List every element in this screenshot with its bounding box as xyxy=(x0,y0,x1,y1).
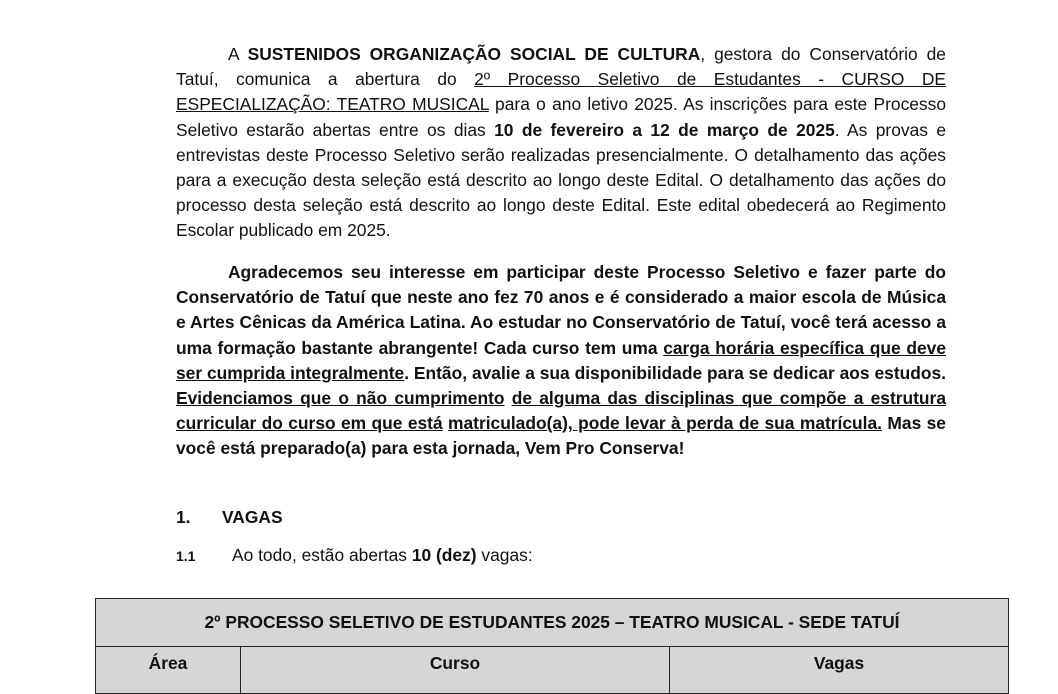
vacancy-count: 10 (dez) xyxy=(411,545,477,565)
intro-text-4: . As provas e entrevistas deste Processo Seletivo serão realizadas presencialmente. O detalhamento das ações para a execução desta seleção está descrito ao longo deste Edital. O detalhamento das ações do processo desta seleção está descrito ao longo deste Edital. Este edital obedecerá ao Regimento Escolar publicado em 2025. xyxy=(176,119,946,241)
column-header-area: Área xyxy=(96,647,241,694)
thanks-text-1: Agradecemos seu interesse em participar deste Processo Seletivo e fazer parte do Conservatório de Tatuí que neste ano fez 70 anos e é considerado a maior escola de Música e Artes Cênicas da América Latina. Ao estudar no Conservatório de Tatuí, você terá acesso a uma formação bastante abrangente! Cada curso tem uma xyxy=(176,262,946,358)
registration-dates: 10 de fevereiro a 12 de março de 2025 xyxy=(494,119,835,140)
organization-name: SUSTENIDOS ORGANIZAÇÃO SOCIAL DE CULTURA xyxy=(247,44,701,64)
intro-paragraph xyxy=(176,42,946,244)
thanks-text-2: . Então, avalie a sua disponibilidade para se dedicar aos estudos. xyxy=(404,362,946,383)
vacancies-table xyxy=(95,598,1009,694)
intro-text-3: para o ano letivo 2025. As inscrições para este Processo Seletivo estarão abertas entre os dias xyxy=(176,94,946,140)
section-heading xyxy=(176,507,283,528)
thanks-text-3: Mas se você está preparado(a) para esta jornada, Vem Pro Conserva! xyxy=(176,413,946,459)
column-header-course: Curso xyxy=(241,647,670,694)
intro-text-2: , gestora do Conservatório de Tatuí, comunica a abertura do xyxy=(176,44,946,90)
column-header-vacancies: Vagas xyxy=(670,647,1009,694)
subsection-text-2: vagas: xyxy=(476,545,533,565)
evidence-notice-1: Evidenciamos que o não cumprimento xyxy=(176,388,505,409)
evidence-notice-3: matriculado(a), pode levar à perda de sua matrícula. xyxy=(448,413,883,434)
table-caption: 2º PROCESSO SELETIVO DE ESTUDANTES 2025 – TEATRO MUSICAL - SEDE TATUÍ xyxy=(96,599,1009,647)
intro-text-1: A xyxy=(228,44,248,64)
subsection-number: 1.1 xyxy=(176,548,196,564)
thanks-paragraph xyxy=(176,260,946,462)
process-name: 2º Processo Seletivo de Estudantes - CURSO DE ESPECIALIZAÇÃO: TEATRO MUSICAL xyxy=(176,69,946,115)
section-number: 1. xyxy=(176,507,191,527)
subsection-text-1: Ao todo, estão abertas xyxy=(232,545,412,565)
evidence-notice-2: de alguma das disciplinas que compõe a estrutura curricular do curso em que está xyxy=(176,388,946,434)
thanks-space-1 xyxy=(504,388,511,408)
section-title: VAGAS xyxy=(222,507,283,527)
workload-notice: carga horária específica que deve ser cumprida integralmente xyxy=(176,337,946,383)
subsection-item xyxy=(176,545,533,566)
